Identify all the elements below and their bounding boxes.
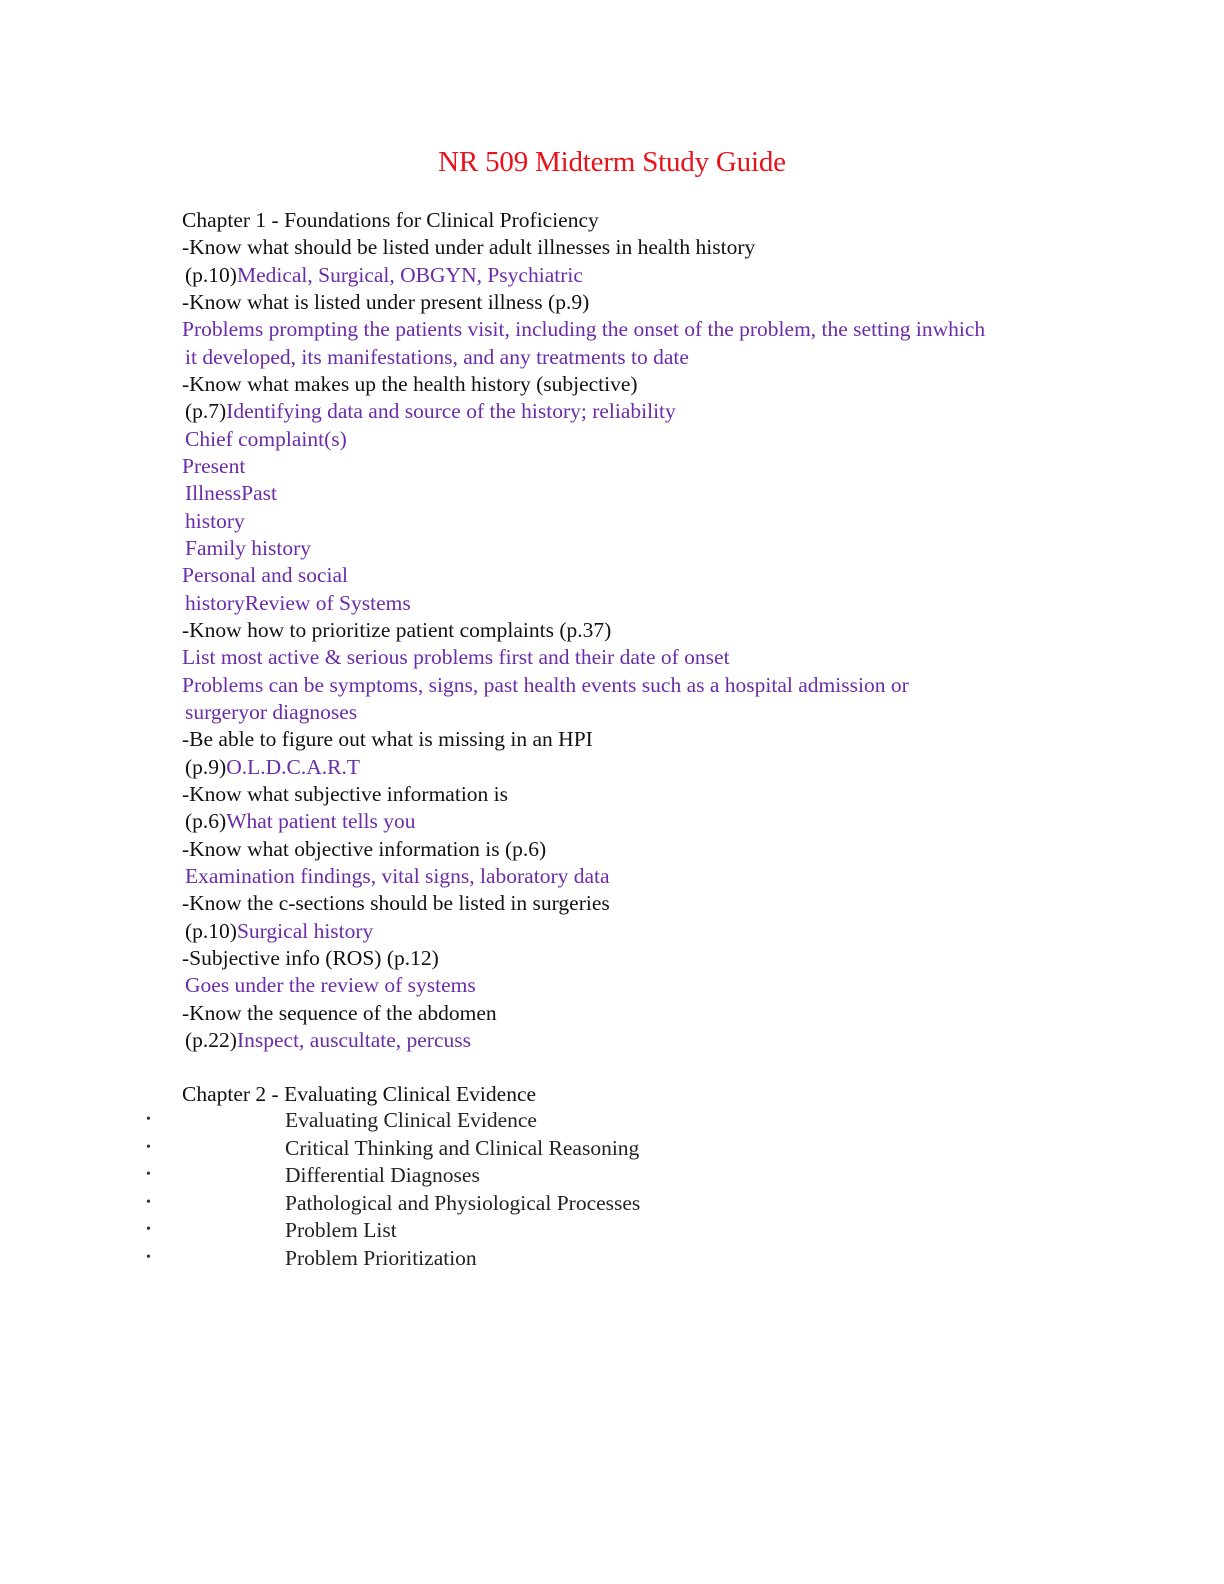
answer-text: O.L.D.C.A.R.T bbox=[226, 755, 360, 779]
question-adult-illnesses: -Know what should be listed under adult illnesses in health history bbox=[182, 235, 756, 259]
question-hpi-missing: -Be able to figure out what is missing in an HPI bbox=[182, 727, 593, 751]
question-objective-info: -Know what objective information is (p.6) bbox=[182, 837, 547, 861]
answer-health-history-line2: Chief complaint(s) bbox=[185, 427, 347, 451]
answer-health-history-line5: history bbox=[185, 509, 245, 533]
list-item: Problem Prioritization bbox=[285, 1246, 477, 1270]
question-abdomen-sequence: -Know the sequence of the abdomen bbox=[182, 1001, 497, 1025]
bullet-icon: • bbox=[146, 1195, 151, 1210]
answer-objective-info: Examination findings, vital signs, laboratory data bbox=[185, 864, 610, 888]
question-subjective-ros: -Subjective info (ROS) (p.12) bbox=[182, 946, 439, 970]
list-item: Evaluating Clinical Evidence bbox=[285, 1108, 537, 1132]
answer-health-history-line6: Family history bbox=[185, 536, 312, 560]
bullet-icon: • bbox=[146, 1222, 151, 1237]
page-ref: (p.10) bbox=[185, 263, 237, 287]
answer-prioritize-line3: surgeryor diagnoses bbox=[185, 700, 358, 724]
answer-subjective-info bbox=[185, 808, 415, 835]
page-ref: (p.7) bbox=[185, 399, 227, 423]
page-ref: (p.9) bbox=[185, 755, 227, 779]
answer-prioritize-line1: List most active & serious problems first and their date of onset bbox=[182, 645, 730, 669]
page-ref: (p.6) bbox=[185, 809, 227, 833]
answer-abdomen-sequence bbox=[185, 1027, 471, 1054]
list-item: Problem List bbox=[285, 1218, 397, 1242]
answer-text: Surgical history bbox=[236, 919, 374, 943]
bullet-icon: • bbox=[146, 1250, 151, 1265]
answer-adult-illnesses bbox=[185, 262, 583, 289]
answer-c-sections bbox=[185, 918, 373, 945]
chapter2-heading: Chapter 2 - Evaluating Clinical Evidence bbox=[182, 1082, 537, 1106]
question-c-sections: -Know the c-sections should be listed in surgeries bbox=[182, 891, 610, 915]
question-subjective-info: -Know what subjective information is bbox=[182, 782, 509, 806]
question-health-history: -Know what makes up the health history (subjective) bbox=[182, 372, 638, 396]
answer-hpi-missing bbox=[185, 754, 360, 781]
answer-text: Inspect, auscultate, percuss bbox=[236, 1028, 471, 1052]
answer-health-history-line3: Present bbox=[182, 454, 246, 478]
answer-text: Identifying data and source of the history; reliability bbox=[226, 399, 676, 423]
answer-prioritize-line2: Problems can be symptoms, signs, past health events such as a hospital admission or bbox=[182, 673, 909, 697]
list-item: Critical Thinking and Clinical Reasoning bbox=[285, 1136, 640, 1160]
chapter1-heading: Chapter 1 - Foundations for Clinical Proficiency bbox=[182, 208, 599, 232]
page-ref: (p.22) bbox=[185, 1028, 237, 1052]
bullet-icon: • bbox=[146, 1140, 151, 1155]
answer-health-history-line7: Personal and social bbox=[182, 563, 348, 587]
question-present-illness: -Know what is listed under present illness (p.9) bbox=[182, 290, 590, 314]
answer-subjective-ros: Goes under the review of systems bbox=[185, 973, 476, 997]
answer-text: What patient tells you bbox=[226, 809, 416, 833]
list-item: Pathological and Physiological Processes bbox=[285, 1191, 641, 1215]
document-title: NR 509 Midterm Study Guide bbox=[438, 146, 786, 178]
bullet-icon: • bbox=[146, 1167, 151, 1182]
answer-health-history-line4: IllnessPast bbox=[185, 481, 277, 505]
bullet-icon: • bbox=[146, 1112, 151, 1127]
list-item: Differential Diagnoses bbox=[285, 1163, 480, 1187]
answer-text: Medical, Surgical, OBGYN, Psychiatric bbox=[236, 263, 583, 287]
page-ref: (p.10) bbox=[185, 919, 237, 943]
answer-health-history-line1 bbox=[185, 398, 676, 425]
answer-health-history-line8: historyReview of Systems bbox=[185, 591, 411, 615]
answer-present-illness-line1: Problems prompting the patients visit, including the onset of the problem, the setting inwhich bbox=[182, 317, 986, 341]
answer-present-illness-line2: it developed, its manifestations, and any treatments to date bbox=[185, 345, 689, 369]
question-prioritize-complaints: -Know how to prioritize patient complaints (p.37) bbox=[182, 618, 612, 642]
